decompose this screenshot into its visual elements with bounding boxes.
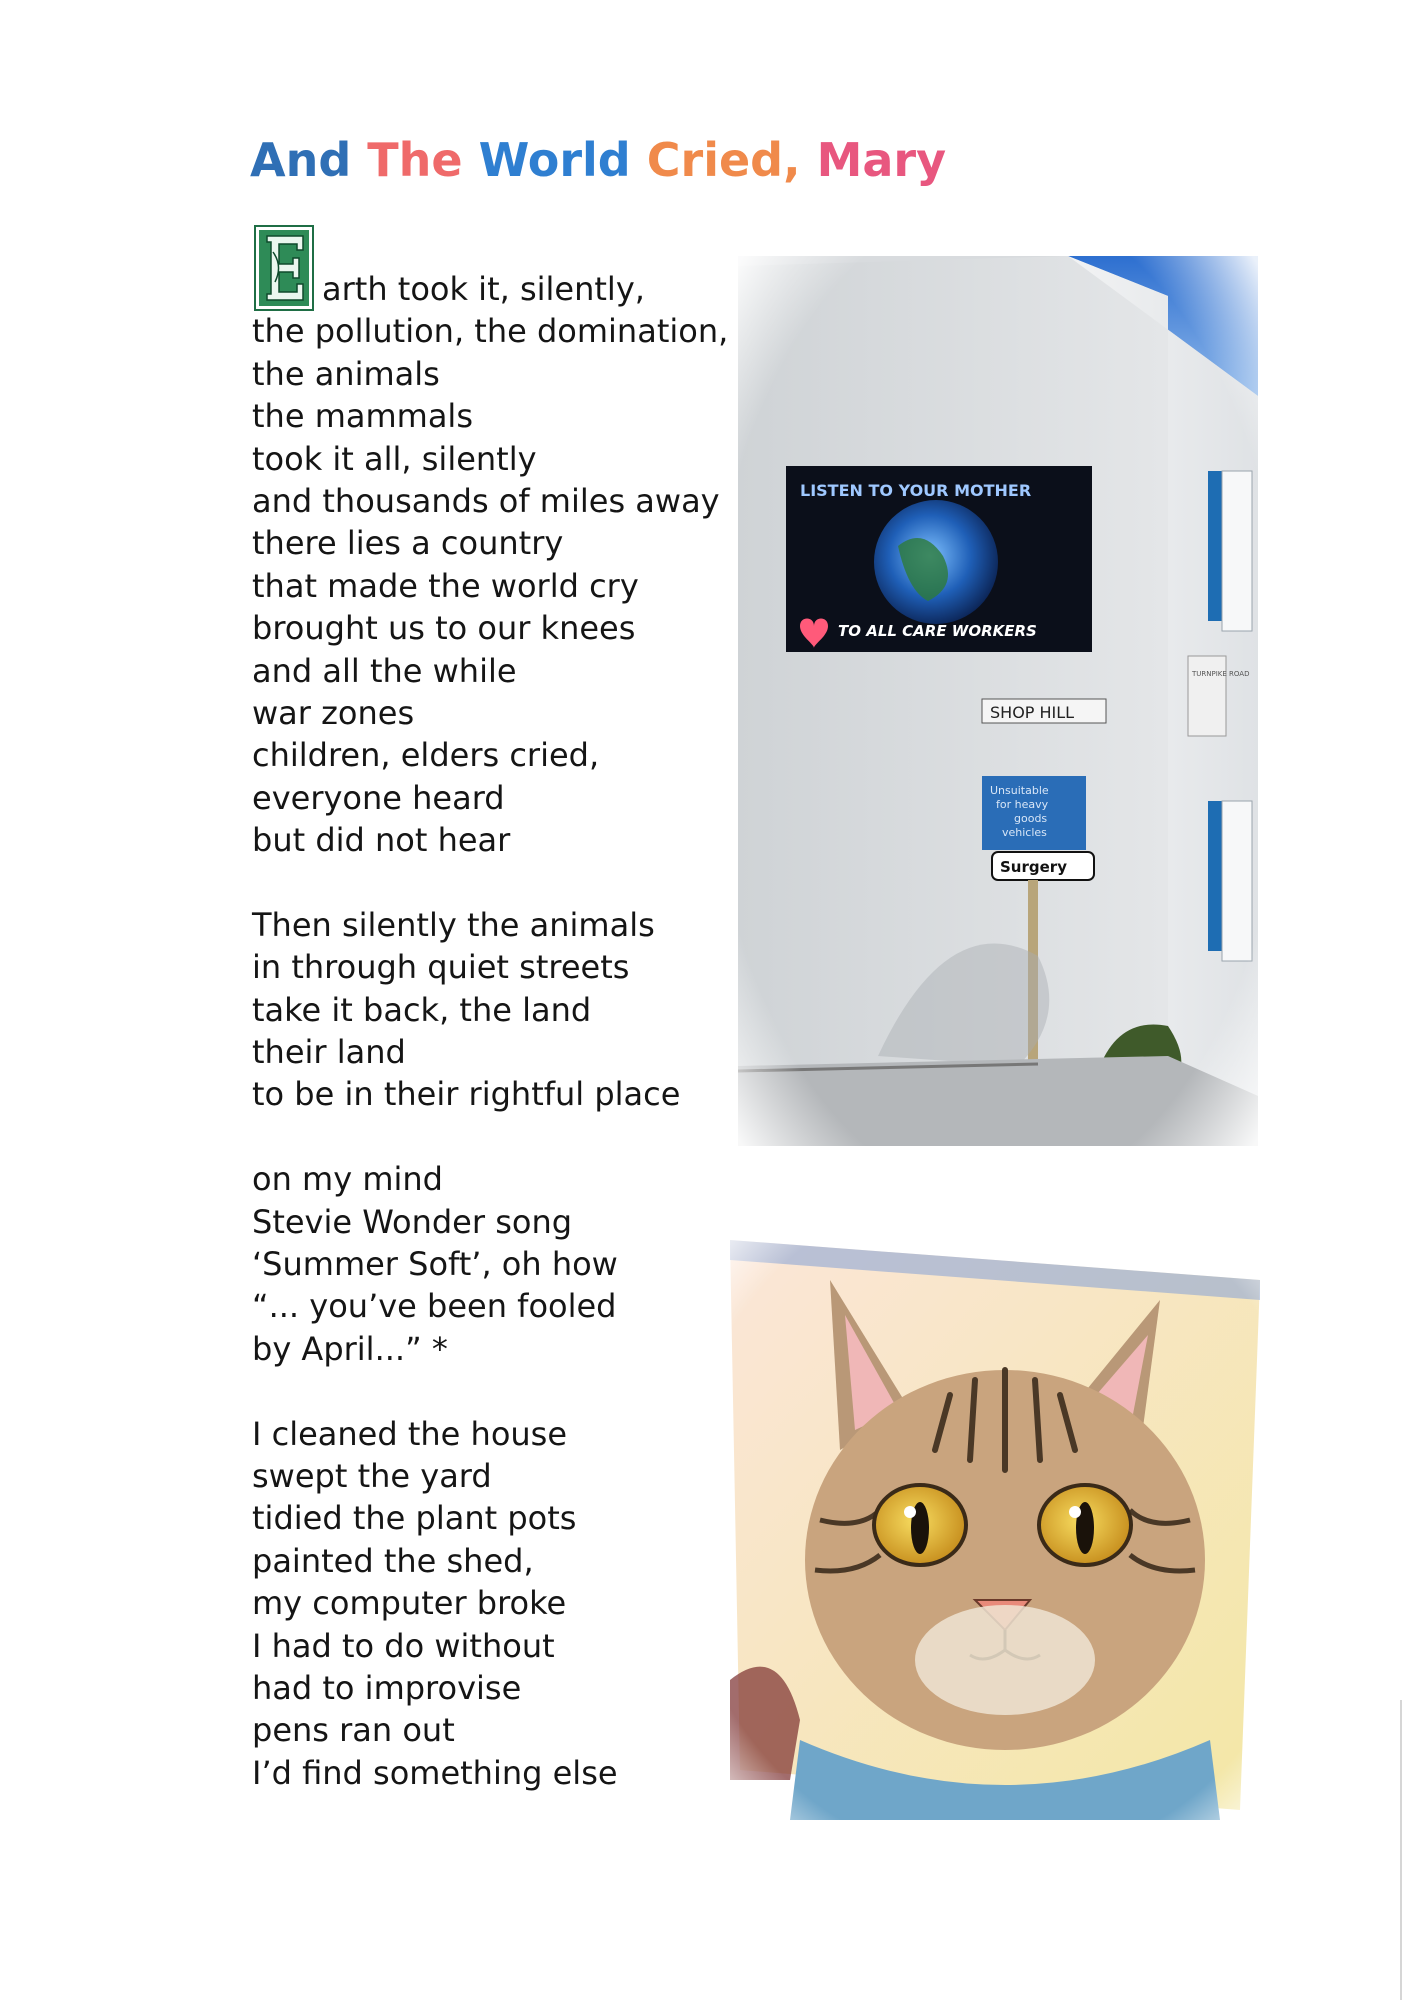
poem-line: pens ran out: [252, 1711, 455, 1750]
stanza-3: [252, 1158, 728, 1370]
cat-drawing: [720, 1220, 1280, 1820]
title-word-3: World: [478, 133, 631, 187]
title-word-4: Cried,: [646, 133, 801, 187]
poem-line: my computer broke: [252, 1584, 567, 1623]
poem-line: the mammals: [252, 397, 473, 436]
title-word-2: The: [367, 133, 463, 187]
stanza-2: [252, 904, 728, 1116]
poem-line: on my mind: [252, 1160, 443, 1199]
poem-line: took it all, silently: [252, 439, 537, 478]
poem-line: “... you’ve been fooled: [252, 1287, 617, 1326]
poem-line: Stevie Wonder song: [252, 1202, 573, 1241]
poem-line: arth took it, silently,: [322, 270, 645, 308]
poem-line: Then silently the animals: [252, 905, 655, 944]
poem-line: the pollution, the domination,: [252, 312, 729, 351]
poem-line: their land: [252, 1033, 406, 1072]
stanza-1: [252, 268, 728, 861]
building-photo: [738, 256, 1258, 1146]
poem-line: to be in their rightful place: [252, 1075, 681, 1114]
scan-edge-line: [1400, 1700, 1402, 2000]
poem-body: [252, 268, 728, 1836]
poem-line: I had to do without: [252, 1626, 555, 1665]
poem-line: ‘Summer Soft’, oh how: [252, 1244, 618, 1283]
poem-line: swept the yard: [252, 1456, 492, 1495]
poem-line: in through quiet streets: [252, 948, 630, 987]
poem-line: war zones: [252, 693, 415, 732]
poem-line: everyone heard: [252, 778, 505, 817]
poem-line: painted the shed,: [252, 1541, 534, 1580]
poem-line: there lies a country: [252, 524, 564, 563]
dropcap-letter: E: [253, 222, 254, 223]
title-word-5: Mary: [816, 133, 947, 187]
poem-line: I cleaned the house: [252, 1414, 568, 1453]
poem-line: but did not hear: [252, 821, 511, 860]
poem-line: brought us to our knees: [252, 609, 636, 648]
poem-line: and all the while: [252, 651, 517, 690]
poem-line: children, elders cried,: [252, 736, 600, 775]
poem-line: that made the world cry: [252, 566, 639, 605]
poem-line: by April...” *: [252, 1329, 448, 1368]
poem-line: I’d find something else: [252, 1753, 618, 1792]
poem-line: and thousands of miles away: [252, 481, 720, 520]
poem-line: tidied the plant pots: [252, 1499, 577, 1538]
poem-line: the animals: [252, 354, 440, 393]
poem-line: take it back, the land: [252, 990, 592, 1029]
poem-title: [250, 128, 946, 192]
poem-line: had to improvise: [252, 1668, 522, 1707]
stanza-4: [252, 1413, 728, 1795]
title-word-1: And: [250, 133, 352, 187]
